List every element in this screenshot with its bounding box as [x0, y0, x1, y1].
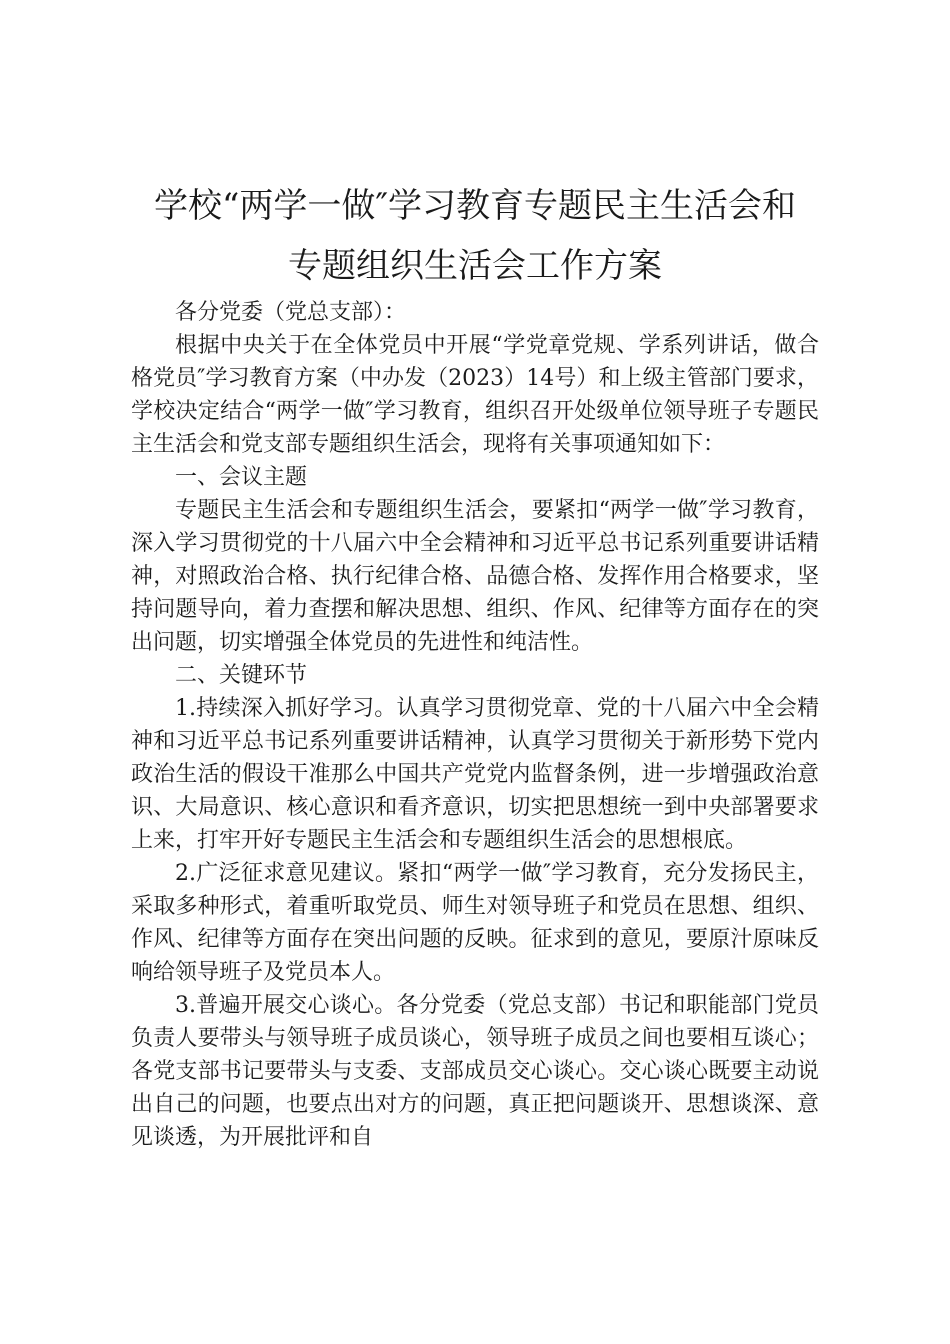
section-heading-1: 一、会议主题 [175, 465, 308, 490]
paragraph-meeting-theme: 专题民主生活会和专题组织生活会，要紧扣“两学一做″学习教育，深入学习贯彻党的十八届六中全会精神和习近平总书记系列重要讲话精神，对照政治合格、执行纪律合格、品德合格、发挥作用合格要求，坚持问题导向，着力查摆和解决思想、组织、作风、纪律等方面存在的突出问题，切实增强全体党员的先进性和纯洁性。 [131, 498, 819, 655]
title-line-1: 学校“两学一做″学习教育专题民主生活会和 [153, 186, 797, 226]
salutation: 各分党委（党总支部）： [175, 300, 407, 325]
document-body [131, 296, 819, 1154]
paragraph-item-2: 2.广泛征求意见建议。紧扣“两学一做″学习教育，充分发扬民主，采取多种形式，着重听取党员、师生对领导班子和党员在思想、组织、作风、纪律等方面存在突出问题的反映。征求到的意见，要原汁原味反响给领导班子及党员本人。 [131, 861, 819, 985]
paragraph-item-3: 3.普遍开展交心谈心。各分党委（党总支部）书记和职能部门党员负责人要带头与领导班子成员谈心，领导班子成员之间也要相互谈心；各党支部书记要带头与支委、支部成员交心谈心。交心谈心既要主动说出自己的问题，也要点出对方的问题，真正把问题谈开、思想谈深、意见谈透，为开展批评和自 [131, 993, 819, 1150]
section-heading-2: 二、关键环节 [175, 663, 308, 688]
paragraph-intro: 根据中央关于在全体党员中开展“学党章党规、学系列讲话，做合格党员″学习教育方案（中办发（2023）14号）和上级主管部门要求，学校决定结合“两学一做″学习教育，组织召开处级单位领导班子专题民主生活会和党支部专题组织生活会，现将有关事项通知如下： [131, 333, 819, 457]
document-page [131, 176, 819, 1154]
paragraph-item-1: 1.持续深入抓好学习。认真学习贯彻党章、党的十八届六中全会精神和习近平总书记系列重要讲话精神，认真学习贯彻关于新形势下党内政治生活的假设干准那么中国共产党党内监督条例，进一步增强政治意识、大局意识、核心意识和看齐意识，切实把思想统一到中央部署要求上来，打牢开好专题民主生活会和专题组织生活会的思想根底。 [131, 696, 819, 853]
title-line-2: 专题组织生活会工作方案 [288, 246, 662, 286]
document-title [131, 176, 819, 296]
